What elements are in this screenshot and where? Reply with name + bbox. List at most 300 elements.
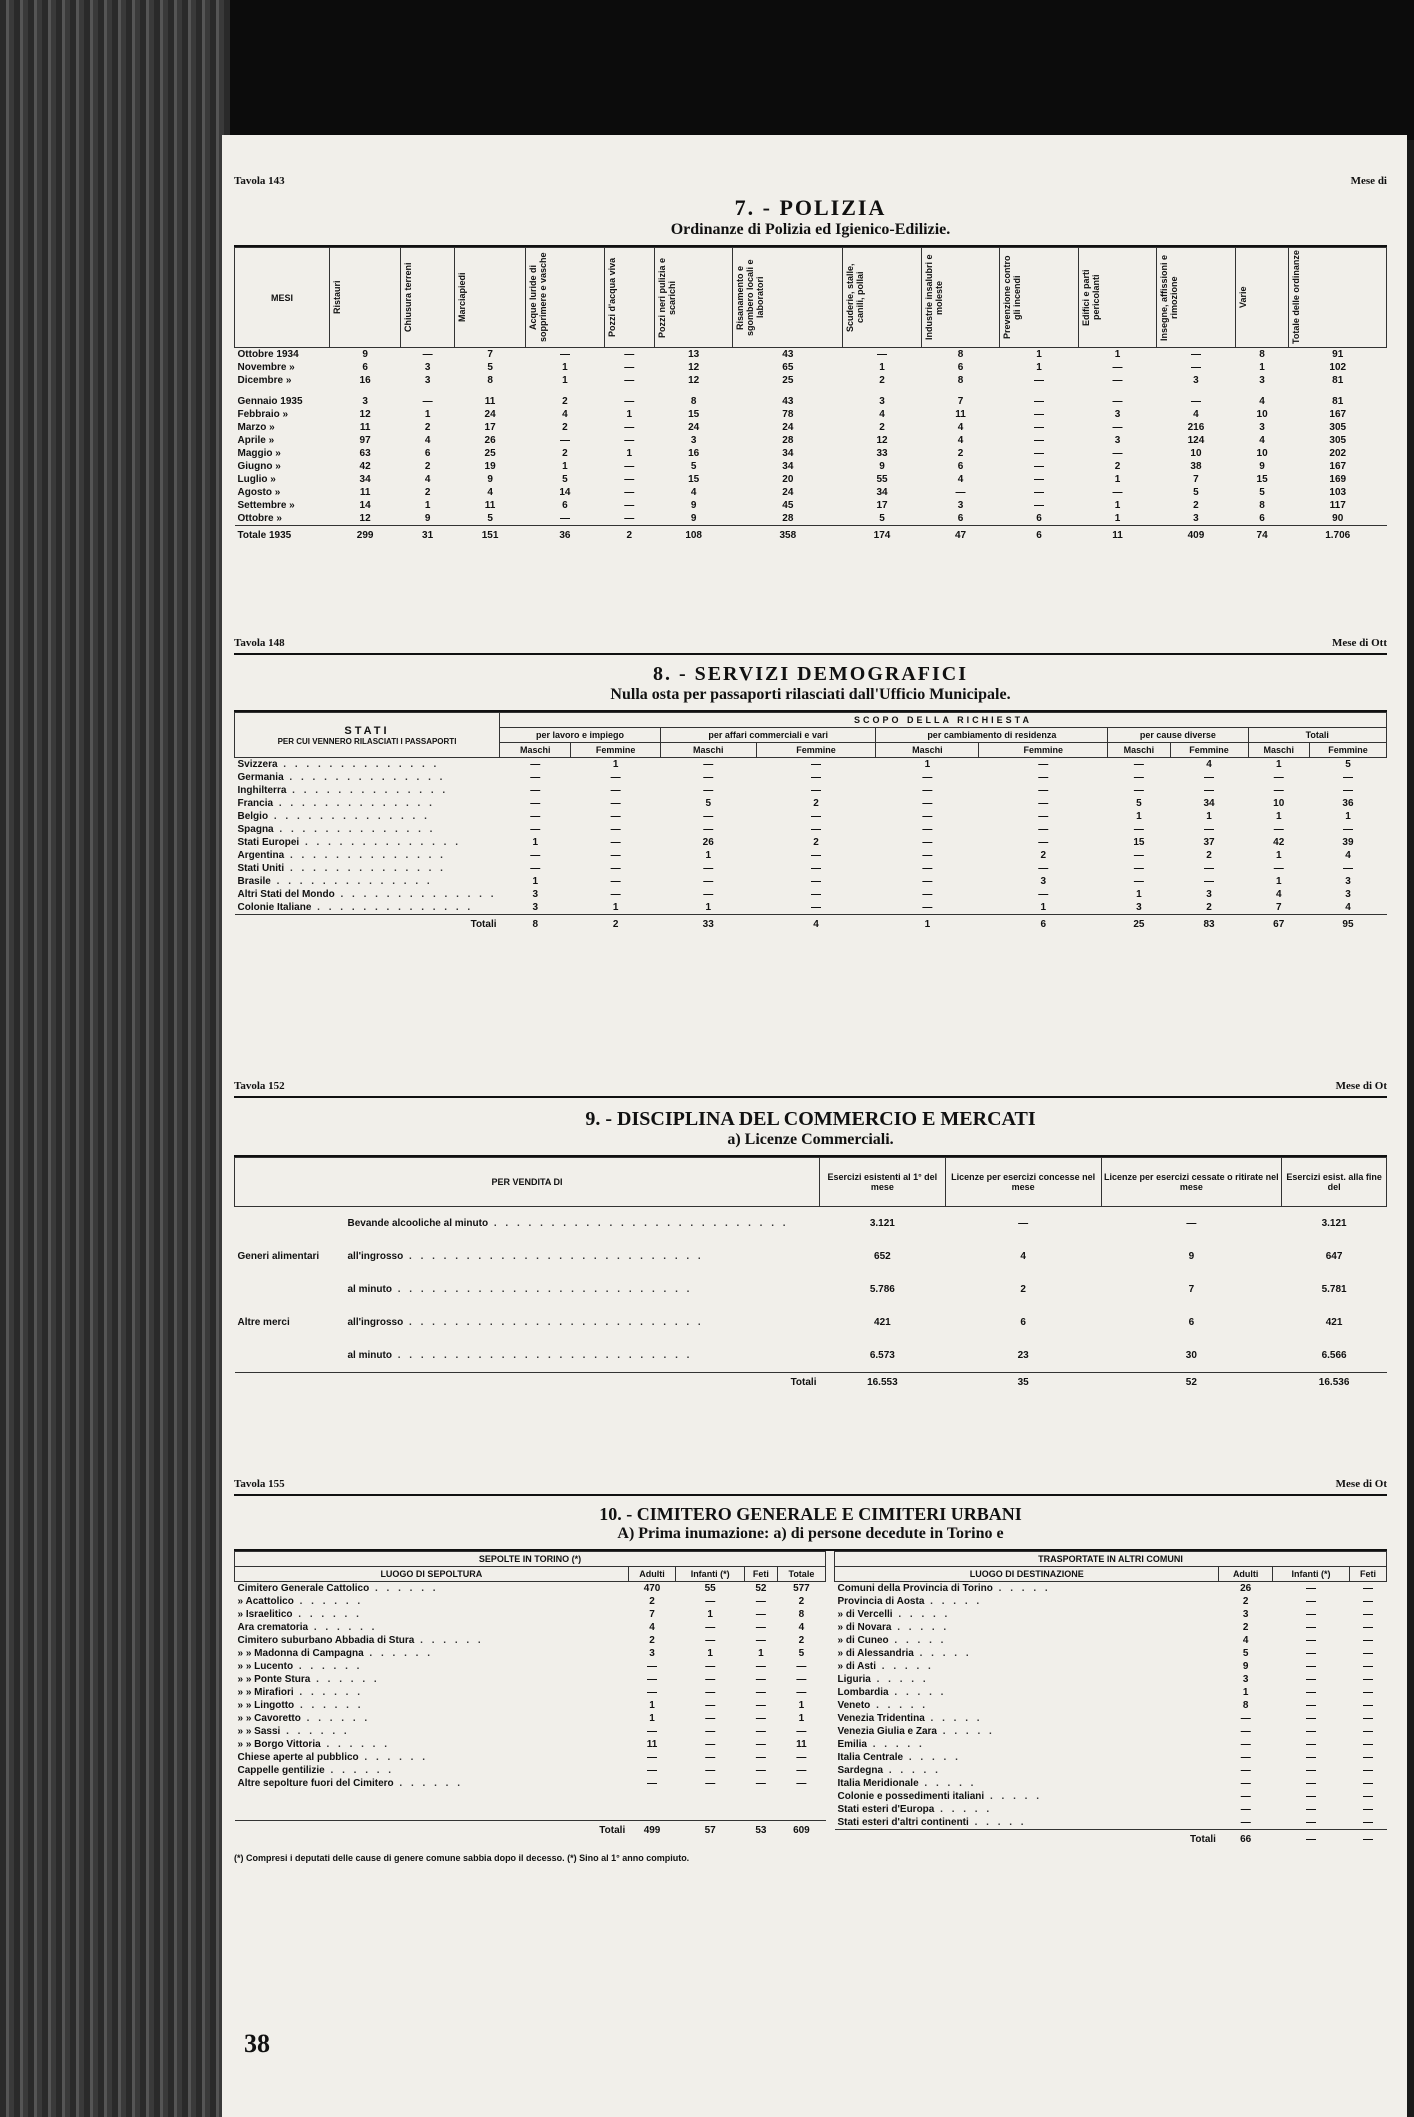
- cell-value: —: [624, 461, 635, 472]
- total-row: [235, 1373, 1387, 1393]
- cell-value: 43: [782, 349, 794, 360]
- cell-value: —: [705, 1622, 716, 1633]
- leader-dots: . . . . .: [870, 1674, 929, 1685]
- cell-value: 10: [1190, 448, 1202, 459]
- cell-value: 305: [1329, 422, 1347, 433]
- cell-value: 25: [782, 375, 794, 386]
- cell-value: —: [1190, 362, 1201, 373]
- cell-value: —: [1306, 1726, 1317, 1737]
- cell-value: 55: [876, 474, 888, 485]
- cell-value: —: [1342, 824, 1353, 835]
- destination-name: Stati esteri d'Europa: [837, 1804, 935, 1815]
- cell-value: —: [647, 1752, 658, 1763]
- table-row: [835, 1803, 1387, 1816]
- row-label: [835, 1712, 1219, 1725]
- cell-value: —: [1018, 1218, 1029, 1229]
- cell-value: —: [610, 837, 621, 848]
- table-row: [235, 1686, 826, 1699]
- cell-value: —: [796, 1778, 807, 1789]
- table-row: [835, 1582, 1387, 1596]
- month-label: Mese di Ott: [1332, 637, 1387, 649]
- row-label: [235, 1777, 629, 1790]
- cell-value: —: [1038, 798, 1049, 809]
- row-label: Agosto »: [237, 487, 281, 498]
- destination-name: Lombardia: [837, 1687, 889, 1698]
- total-value: 35: [945, 1373, 1101, 1393]
- cell-value: 3: [1040, 876, 1047, 887]
- total-value: 67: [1248, 915, 1309, 935]
- cell-value: —: [703, 824, 714, 835]
- cell-value: 1: [1036, 362, 1042, 373]
- cell-value: 91: [1332, 349, 1344, 360]
- cell-value: —: [610, 811, 621, 822]
- state-name: Colonie Italiane: [237, 902, 312, 913]
- cell-value: 2: [1242, 1596, 1249, 1607]
- col-header: [526, 248, 604, 348]
- cell-value: —: [1306, 1752, 1317, 1763]
- cell-value: —: [1273, 785, 1284, 796]
- cell-value: 26: [484, 435, 496, 446]
- cell-value: 7: [1275, 902, 1282, 913]
- col-header-label: Edifici e parti pericolanti: [1080, 269, 1101, 326]
- cell-value: 2: [957, 448, 964, 459]
- leader-dots: . . . . . . . . . . . . . .: [334, 889, 497, 900]
- row-label: [235, 823, 500, 836]
- cell-value: 1: [626, 409, 633, 420]
- cell-value: —: [1033, 435, 1044, 446]
- cell-value: 1: [798, 1700, 805, 1711]
- table-row: [235, 1595, 826, 1608]
- cell-value: —: [1240, 1726, 1251, 1737]
- cell-value: 6: [1036, 513, 1042, 524]
- cell-value: —: [624, 422, 635, 433]
- table-row: [235, 512, 1387, 526]
- cell-value: 7: [1193, 474, 1199, 485]
- leader-dots: . . . . . . . . . . . . . .: [268, 811, 430, 822]
- cell-value: 3: [957, 500, 964, 511]
- row-label: [235, 1712, 629, 1725]
- cell-value: —: [1038, 863, 1049, 874]
- cell-value: 169: [1329, 474, 1347, 485]
- leader-dots: . . . . . .: [308, 1622, 378, 1633]
- cell-value: —: [755, 1609, 766, 1620]
- state-name: Inghilterra: [237, 785, 287, 796]
- cell-value: —: [1240, 1778, 1251, 1789]
- cell-value: —: [705, 1726, 716, 1737]
- cell-value: 1: [1259, 362, 1265, 373]
- cell-value: 1: [1242, 1687, 1249, 1698]
- destination-name: Emilia: [837, 1739, 867, 1750]
- cell-value: —: [530, 850, 541, 861]
- cell-value: —: [1240, 1804, 1251, 1815]
- leader-dots: . . . . . .: [324, 1765, 395, 1776]
- cell-value: 4: [798, 1622, 805, 1633]
- row-label: [235, 797, 500, 810]
- place-name: » » Sassi: [237, 1726, 281, 1737]
- cell-value: 11: [646, 1739, 658, 1750]
- cell-value: 1: [562, 461, 568, 472]
- cell-value: 3: [362, 396, 368, 407]
- cell-value: —: [922, 811, 933, 822]
- page-number: 38: [244, 2029, 270, 2058]
- total-value: 409: [1157, 526, 1235, 546]
- cell-value: —: [810, 863, 821, 874]
- row-label: Luglio »: [237, 474, 276, 485]
- cell-value: 5: [487, 513, 493, 524]
- cell-value: 10: [1256, 409, 1268, 420]
- cell-value: 2: [813, 837, 819, 848]
- cell-value: 34: [782, 448, 794, 459]
- destination-name: Comuni della Provincia di Torino: [837, 1583, 993, 1594]
- group-header: Totali: [1248, 728, 1387, 743]
- table-row: [235, 1240, 1387, 1273]
- cell-value: —: [1133, 772, 1144, 783]
- cell-value: 3.121: [1321, 1218, 1347, 1229]
- cell-value: —: [1306, 1648, 1317, 1659]
- cell-value: —: [922, 876, 933, 887]
- cell-value: 2: [1206, 902, 1212, 913]
- cell-value: —: [922, 798, 933, 809]
- cell-value: 2: [798, 1596, 805, 1607]
- row-label: [235, 810, 500, 823]
- group-header: per affari commerciali e vari: [660, 728, 875, 743]
- cell-value: —: [530, 759, 541, 770]
- cell-value: —: [1363, 1726, 1374, 1737]
- destination-name: Venezia Giulia e Zara: [837, 1726, 937, 1737]
- section-servizi-demografici: [234, 637, 1387, 934]
- col-header: LUOGO DI SEPOLTURA: [235, 1567, 629, 1582]
- cell-value: —: [1363, 1687, 1374, 1698]
- cell-value: —: [1342, 772, 1353, 783]
- table-row: [235, 784, 1387, 797]
- table-row: [835, 1790, 1387, 1803]
- cell-value: 1: [1114, 349, 1121, 360]
- cell-value: —: [1133, 863, 1144, 874]
- cell-value: —: [755, 1661, 766, 1672]
- cell-value: —: [1240, 1817, 1251, 1828]
- cell-value: 3.121: [869, 1218, 895, 1229]
- cell-value: 11: [359, 487, 371, 498]
- cell-value: —: [624, 375, 635, 386]
- col-header: Esercizi esistenti al 1° del mese: [820, 1158, 946, 1207]
- cell-value: 5.786: [869, 1284, 895, 1295]
- cell-value: —: [530, 772, 541, 783]
- row-label: [835, 1582, 1219, 1596]
- total-label: Totali: [235, 1373, 820, 1393]
- table-row: [235, 1608, 826, 1621]
- cell-value: 8: [957, 375, 964, 386]
- table-row: [235, 408, 1387, 421]
- total-value: 74: [1235, 526, 1289, 546]
- cell-value: 2: [562, 396, 568, 407]
- cell-value: 1: [424, 409, 431, 420]
- cell-value: —: [810, 772, 821, 783]
- cell-value: 1: [798, 1713, 805, 1724]
- table-row: [835, 1777, 1387, 1790]
- cell-value: 13: [688, 349, 700, 360]
- cell-value: 1: [1114, 513, 1121, 524]
- total-value: 57: [676, 1820, 745, 1840]
- leader-dots: . . . . . . . . . . . . . .: [286, 785, 449, 796]
- cell-value: —: [705, 1661, 716, 1672]
- cell-value: 102: [1329, 362, 1347, 373]
- row-label: [235, 784, 500, 797]
- leader-dots: . . . . .: [883, 1765, 941, 1776]
- cell-value: —: [530, 824, 541, 835]
- cell-value: 3: [424, 362, 431, 373]
- leader-dots: . . . . . . . . . . . . . . . . . . . . . . . . . .: [488, 1218, 789, 1229]
- item-label: Bevande alcooliche al minuto: [347, 1218, 489, 1229]
- leader-dots: . . . . .: [891, 1622, 950, 1633]
- cell-value: 15: [688, 409, 700, 420]
- section-title: 9. - DISCIPLINA DEL COMMERCIO E MERCATI: [585, 1108, 1036, 1130]
- cell-value: 2: [1114, 461, 1121, 472]
- cell-value: 3: [532, 889, 538, 900]
- cell-value: —: [810, 785, 821, 796]
- leader-dots: . . . . .: [913, 1648, 972, 1659]
- cell-value: 421: [1325, 1317, 1343, 1328]
- sub-header-femmine: Femmine: [979, 743, 1108, 758]
- table-row: [835, 1686, 1387, 1699]
- row-label: [235, 1306, 820, 1339]
- cell-value: 1: [1206, 811, 1212, 822]
- cell-value: 3: [1242, 1609, 1249, 1620]
- col-header-label: Marciapiedi: [456, 272, 467, 323]
- cell-value: —: [1273, 824, 1284, 835]
- row-label: [835, 1595, 1219, 1608]
- cell-value: 16: [359, 375, 371, 386]
- row-label: Ottobre 1934: [237, 349, 299, 360]
- cell-value: —: [1306, 1687, 1317, 1698]
- leader-dots: . . . . . .: [280, 1726, 350, 1737]
- cell-value: 3: [1242, 1674, 1249, 1685]
- sub-header-maschi: Maschi: [660, 743, 756, 758]
- leader-dots: . . . . . .: [320, 1739, 391, 1750]
- cell-value: —: [703, 811, 714, 822]
- table-row: [235, 486, 1387, 499]
- cell-value: 42: [359, 461, 371, 472]
- cell-value: —: [1033, 474, 1044, 485]
- cell-value: —: [705, 1739, 716, 1750]
- cell-value: —: [559, 435, 570, 446]
- state-name: Francia: [237, 798, 274, 809]
- cell-value: —: [1204, 876, 1214, 887]
- row-label: [835, 1699, 1219, 1712]
- total-value: 95: [1309, 915, 1386, 935]
- cell-value: 4: [562, 409, 568, 420]
- cell-value: 11: [484, 500, 496, 511]
- cell-value: —: [1133, 824, 1144, 835]
- cell-value: 1: [612, 902, 619, 913]
- col-header: Licenze per esercizi concesse nel mese: [945, 1158, 1101, 1207]
- cell-value: —: [624, 487, 635, 498]
- cell-value: —: [1204, 863, 1214, 874]
- total-value: 52: [1101, 1373, 1282, 1393]
- leader-dots: . . . . . .: [414, 1635, 484, 1646]
- cell-value: 124: [1187, 435, 1205, 446]
- cell-value: —: [705, 1687, 716, 1698]
- cell-value: —: [610, 863, 621, 874]
- row-label: [835, 1621, 1219, 1634]
- cell-value: —: [1112, 448, 1123, 459]
- table-row: [235, 460, 1387, 473]
- col-stati: [235, 713, 500, 758]
- cell-value: 2: [424, 422, 431, 433]
- table-row: [835, 1608, 1387, 1621]
- cell-value: 1: [532, 876, 538, 887]
- cell-value: 4: [1242, 1635, 1249, 1646]
- table-row: [835, 1660, 1387, 1673]
- place-name: » » Madonna di Campagna: [237, 1648, 364, 1659]
- total-value: —: [1272, 1830, 1349, 1850]
- cell-value: 20: [782, 474, 794, 485]
- cell-value: —: [1306, 1609, 1317, 1620]
- cell-value: —: [610, 785, 621, 796]
- cell-value: 2: [562, 448, 568, 459]
- leader-dots: . . . . . . . . . . . . . .: [273, 824, 436, 835]
- row-label: [235, 1621, 629, 1634]
- row-label: [235, 1595, 629, 1608]
- sepolte-heading: SEPOLTE IN TORINO (*): [235, 1552, 826, 1567]
- cell-value: 1: [1036, 349, 1042, 360]
- cell-value: 45: [782, 500, 794, 511]
- row-label: [235, 1339, 820, 1373]
- col-header: Esercizi esist. alla fine del: [1282, 1158, 1387, 1207]
- table-row: [235, 758, 1387, 772]
- cell-value: —: [1038, 772, 1049, 783]
- cell-value: —: [705, 1713, 716, 1724]
- place-name: Cappelle gentilizie: [237, 1765, 325, 1776]
- table-row: [235, 849, 1387, 862]
- cell-value: —: [1363, 1583, 1374, 1594]
- cell-value: —: [1363, 1700, 1374, 1711]
- table-row: [835, 1647, 1387, 1660]
- cell-value: —: [1306, 1583, 1317, 1594]
- cell-value: —: [703, 772, 714, 783]
- row-label: [235, 1647, 629, 1660]
- cell-value: 2: [1193, 500, 1199, 511]
- cell-value: 6: [957, 362, 964, 373]
- leader-dots: . . . . . .: [300, 1713, 371, 1724]
- cell-value: —: [755, 1596, 766, 1607]
- sub-header-femmine: Femmine: [1170, 743, 1248, 758]
- cell-value: 3: [1259, 422, 1265, 433]
- row-label: [235, 888, 500, 901]
- total-value: 8: [500, 915, 571, 935]
- leader-dots: . . . . .: [934, 1804, 993, 1815]
- cell-value: —: [624, 474, 635, 485]
- destination-name: Provincia di Aosta: [837, 1596, 925, 1607]
- cell-value: 4: [487, 487, 493, 498]
- cell-value: 4: [1206, 759, 1212, 770]
- section-subtitle: A) Prima inumazione: a) di persone decedute in Torino e: [617, 1525, 1004, 1542]
- row-label: [835, 1738, 1219, 1751]
- cell-value: 470: [643, 1583, 661, 1594]
- table-row: [235, 1725, 826, 1738]
- cell-value: —: [624, 362, 635, 373]
- col-header-label: Totale delle ordinanze: [1291, 250, 1302, 345]
- total-label: Totali: [235, 915, 500, 935]
- stati-heading: STATI: [344, 724, 390, 737]
- cell-value: 3: [649, 1648, 655, 1659]
- licenze-table: [234, 1157, 1387, 1392]
- col-header: Feti: [745, 1567, 778, 1582]
- row-label: [835, 1751, 1219, 1764]
- table-row: [235, 1764, 826, 1777]
- cell-value: 7: [957, 396, 964, 407]
- cell-value: —: [1038, 824, 1049, 835]
- cell-value: —: [1133, 876, 1144, 887]
- trasportate-table: [834, 1551, 1387, 1849]
- cell-value: —: [647, 1778, 658, 1789]
- leader-dots: . . . . . .: [293, 1661, 363, 1672]
- place-name: » » Lucento: [237, 1661, 294, 1672]
- cell-value: 63: [359, 448, 371, 459]
- cell-value: 1: [705, 902, 712, 913]
- cell-value: 2: [649, 1635, 655, 1646]
- passaporti-table: [234, 712, 1387, 934]
- state-name: Altri Stati del Mondo: [237, 889, 335, 900]
- state-name: Brasile: [237, 876, 271, 887]
- cell-value: —: [624, 435, 635, 446]
- row-label: Gennaio 1935: [237, 396, 303, 407]
- cell-value: —: [755, 1752, 766, 1763]
- section-title: 10. - CIMITERO GENERALE E CIMITERI URBANI: [599, 1504, 1022, 1524]
- total-label: Totali: [235, 1820, 629, 1840]
- table-row: [235, 1751, 826, 1764]
- section-commercio: [234, 1080, 1387, 1392]
- item-label: all'ingrosso: [347, 1317, 404, 1328]
- cell-value: 4: [424, 435, 431, 446]
- total-value: 2: [571, 915, 661, 935]
- table-row: [235, 1621, 826, 1634]
- total-value: —: [1350, 1830, 1387, 1850]
- table-row: [835, 1738, 1387, 1751]
- total-value: 1: [876, 915, 979, 935]
- destination-name: Veneto: [837, 1700, 871, 1711]
- cell-value: 4: [1345, 850, 1351, 861]
- leader-dots: . . . . .: [903, 1752, 961, 1763]
- table-row: [235, 387, 1387, 408]
- cell-value: —: [610, 850, 621, 861]
- total-value: 358: [733, 526, 843, 546]
- total-value: 499: [628, 1820, 676, 1840]
- cell-value: —: [624, 349, 635, 360]
- cell-value: 24: [484, 409, 496, 420]
- cell-value: 3: [1136, 902, 1142, 913]
- total-value: 36: [526, 526, 604, 546]
- cell-value: 26: [1240, 1583, 1252, 1594]
- cell-value: —: [1342, 863, 1353, 874]
- table-row: [235, 1712, 826, 1725]
- cell-value: —: [1363, 1817, 1374, 1828]
- cell-value: 8: [957, 349, 964, 360]
- cell-value: 4: [424, 474, 431, 485]
- col-header: [654, 248, 732, 348]
- total-value: 25: [1108, 915, 1170, 935]
- cell-value: 1: [707, 1609, 713, 1620]
- group-label: Generi alimentari: [237, 1251, 320, 1262]
- place-name: Cimitero Generale Cattolico: [237, 1583, 370, 1594]
- cell-value: —: [796, 1661, 807, 1672]
- cell-value: —: [1306, 1791, 1317, 1802]
- total-value: 47: [921, 526, 999, 546]
- col-header-label: Prevenzione contro gli incendi: [1002, 255, 1023, 340]
- leader-dots: . . . . . . . . . . . . . . . . . . . . . . . . . .: [403, 1251, 704, 1262]
- col-header: [733, 248, 843, 348]
- cell-value: 1: [1040, 902, 1047, 913]
- cell-value: 3: [1206, 889, 1212, 900]
